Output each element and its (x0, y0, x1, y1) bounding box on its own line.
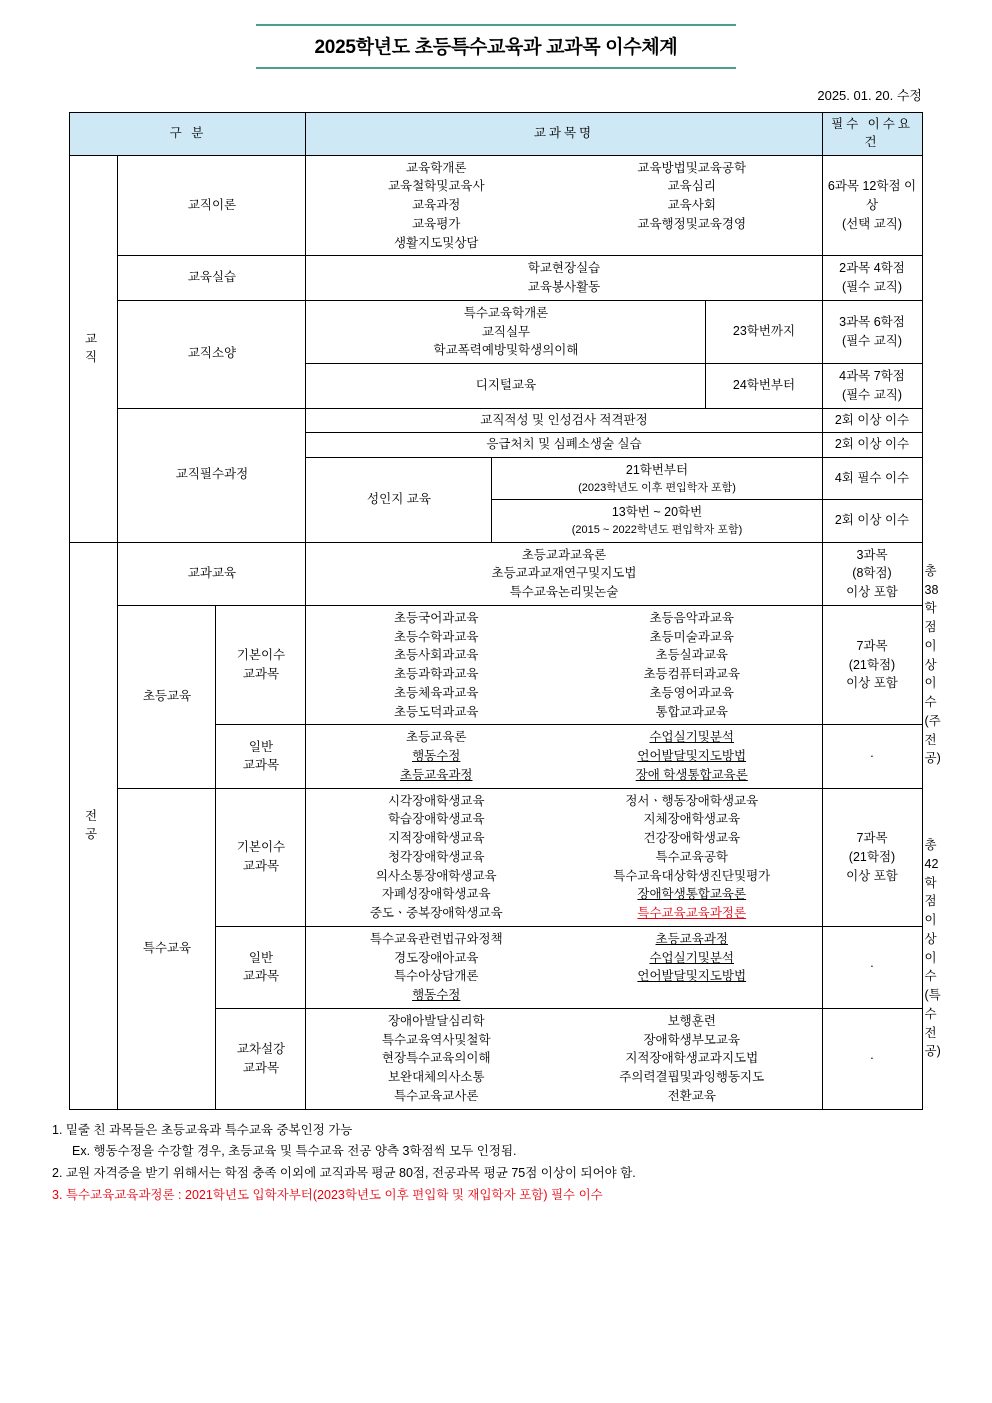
label-line: 교과목 (242, 1060, 280, 1075)
table-header-row (70, 113, 922, 156)
course-item: 특수아상담개론 (393, 969, 479, 984)
required-course-c: 성인지 교육 (306, 458, 492, 543)
literacy-course-digital: 디지털교육 (306, 364, 706, 409)
group-jeongong: 전 공 (70, 542, 118, 1109)
course-item: 교육학개론 (406, 160, 467, 175)
course-item: 초등음악과교육 (649, 610, 735, 625)
special-general-label (216, 926, 306, 1008)
requirement-line: 7과목 (856, 638, 888, 653)
course-item: 초등체육과교육 (393, 685, 479, 700)
course-item: 초등컴퓨터과교육 (643, 667, 741, 681)
course-item: 청각장애학생교육 (387, 849, 485, 864)
course-item: 보완대체의사소통 (387, 1070, 485, 1084)
course-item: 교육방법및교육공학 (637, 160, 747, 175)
footnote-3: 3. 특수교육교육과정론 : 2021학년도 입학자부터(2023학년도 이후 편입학 및 재입학자 포함) 필수 이수 (52, 1188, 603, 1203)
table-row (70, 408, 922, 433)
course-item: 교육행정및교육경영 (637, 216, 747, 231)
course-item: 초등도덕과교육 (393, 704, 479, 719)
label-line: 기본이수 (236, 840, 286, 855)
course-item: 보행훈련 (667, 1013, 716, 1028)
row-label-required-course: 교직필수과정 (118, 408, 306, 542)
course-item: 특수교육관련법규와정책 (369, 931, 503, 946)
course-item: 초등교육론 (406, 730, 467, 745)
course-item: 언어발달및지도방법 (637, 749, 747, 763)
course-item: 특수교육학개론 (463, 305, 549, 320)
course-item: 교육과정 (412, 198, 461, 212)
course-item: 초등국어과교육 (393, 610, 479, 625)
revision-date: 2025. 01. 20. 수정 (817, 88, 922, 103)
condition-line: (2023학년도 이후 편입학자 포함) (578, 481, 736, 494)
curriculum-table (69, 112, 941, 1110)
label-line: 일반 (248, 739, 274, 754)
course-item: 교육철학및교육사 (387, 179, 485, 194)
course-item: 초등교과교육론 (521, 547, 607, 562)
header-course-name: 교과목명 (306, 113, 822, 156)
elementary-general-label (216, 725, 306, 788)
course-item: 초등사회과교육 (393, 648, 479, 663)
requirement-line: 7과목 (856, 831, 888, 845)
course-item: 특수교육공학 (655, 849, 728, 864)
course-item: 정서ㆍ행동장애학생교육 (625, 793, 759, 808)
theory-courses (306, 155, 822, 256)
label-line: 교차설강 (236, 1041, 286, 1056)
condition-line: 13학번 ~ 20학번 (611, 505, 703, 520)
course-item: 초등영어과교육 (649, 685, 735, 700)
special-basic-requirement (822, 788, 922, 926)
required-course-a-requirement: 2회 이상 이수 (822, 408, 922, 433)
subject-edu-requirement (822, 542, 922, 605)
course-item: 건강장애학생교육 (643, 831, 741, 845)
course-item: 자폐성장애학생교육 (381, 887, 491, 902)
course-item: 지적장애학생교육 (387, 831, 485, 845)
table-row (70, 256, 922, 301)
condition-line: (2015 ~ 2022학년도 편입학자 포함) (571, 524, 743, 536)
course-item: 교육사회 (667, 198, 716, 212)
course-item: 초등교육과정 (400, 767, 473, 782)
group-gyojik: 교 직 (70, 155, 118, 542)
course-item: 특수교육역사및철학 (381, 1032, 491, 1047)
literacy-condition-1: 23학번까지 (706, 300, 822, 363)
course-item: 특수교육대상학생진단및평가 (613, 868, 771, 883)
requirement-line: (필수 교직) (841, 387, 903, 402)
course-item: 지적장애학생교과지도법 (625, 1051, 759, 1066)
course-item: 초등과학과교육 (393, 667, 479, 681)
requirement-line: (필수 교직) (841, 333, 903, 348)
requirement-line: 이상 포함 (846, 868, 898, 883)
course-item: 교육평가 (412, 216, 461, 231)
course-item: 초등미술과교육 (649, 629, 735, 644)
requirement-line: 이상 포함 (846, 585, 898, 599)
practicum-requirement (822, 256, 922, 301)
theory-requirement (822, 155, 922, 256)
literacy-requirement-2 (822, 364, 922, 409)
elementary-basic-label (216, 605, 306, 725)
required-course-a: 교직적성 및 인성검사 적격판정 (306, 408, 822, 433)
course-item: 장애학생부모교육 (643, 1032, 741, 1047)
course-item: 장애 학생통합교육론 (635, 767, 748, 782)
table-row (70, 300, 922, 363)
header-requirement: 필수 이수요건 (822, 113, 922, 156)
special-general-requirement: · (822, 926, 922, 1008)
elementary-basic-requirement (822, 605, 922, 725)
course-item: 시각장애학생교육 (387, 793, 485, 808)
table-row: 특수교육 기본이수 교과목 시각장애학생교육 학습장애학생교육 지적장애학생교육 청각장애학생교육 의사소통장애학생교육 자폐성장애학생교육 중도ㆍ중복장애학생교육 정서ㆍ행동장애학생교육 지체장애학생교육 건강장애학생교육 특수교육공학 특수교육대상학생진단및평가 장애학생통합교육론 특수교육교육과정론 7과목 (21학점) 이상 포함 총 42학점 이상 이수 (특수전공) (70, 788, 922, 926)
footnote-1: 1. 밑줄 친 과목들은 초등교육과 특수교육 중복인정 가능 (52, 1122, 353, 1137)
row-label-subject-edu: 교과교육 (118, 542, 306, 605)
title-block (256, 24, 736, 69)
requirement-line: 3과목 6학점 (839, 315, 905, 330)
subject-edu-courses (306, 542, 822, 605)
course-item: 초등교육과정 (655, 931, 728, 946)
label-line: 교과목 (242, 859, 280, 874)
requirement-line: (21학점) (848, 657, 896, 672)
footnotes (40, 1120, 952, 1208)
course-item: 전환교육 (667, 1088, 716, 1103)
course-item: 학교현장실습 (527, 261, 601, 276)
row-label-theory: 교직이론 (118, 155, 306, 256)
special-basic-label (216, 788, 306, 926)
course-item: 교육심리 (667, 179, 716, 194)
elementary-general-courses (306, 725, 822, 788)
required-course-c-requirement-1: 4회 필수 이수 (822, 458, 922, 500)
requirement-line: (21학점) (848, 849, 896, 864)
row-label-literacy: 교직소양 (118, 300, 306, 408)
course-item: 교육봉사활동 (527, 280, 601, 294)
row-label-elementary: 초등교육 (118, 605, 216, 788)
table-row (70, 155, 922, 256)
course-item: 현장특수교육의이해 (381, 1051, 491, 1066)
course-item: 주의력결핍및과잉행동지도 (619, 1070, 765, 1084)
requirement-line: 3과목 (856, 547, 888, 562)
course-item: 초등교과교재연구및지도법 (491, 566, 637, 581)
course-item: 학습장애학생교육 (387, 812, 485, 827)
course-item: 장애학생통합교육론 (637, 887, 747, 902)
table-row (70, 605, 922, 725)
elementary-basic-courses (306, 605, 822, 725)
elementary-general-requirement: · (822, 725, 922, 788)
course-item: 수업실기및분석 (649, 950, 735, 965)
row-label-practicum: 교육실습 (118, 256, 306, 301)
special-cross-requirement: · (822, 1008, 922, 1109)
course-item: 교직실무 (481, 324, 531, 339)
requirement-line: 4과목 7학점 (839, 369, 905, 383)
label-line: 교과목 (242, 969, 280, 984)
course-item: 행동수정 (412, 988, 461, 1002)
requirement-line: (8학점) (852, 566, 892, 581)
course-item: 장애아발달심리학 (387, 1013, 485, 1028)
course-item-highlighted: 특수교육교육과정론 (637, 906, 747, 920)
label-line: 교과목 (242, 758, 280, 773)
required-course-b-requirement: 2회 이상 이수 (822, 433, 922, 458)
requirement-line: 2과목 4학점 (839, 261, 905, 276)
practicum-courses (306, 256, 822, 301)
page-title: 2025학년도 초등특수교육과 교과목 이수체계 (314, 37, 678, 58)
required-course-b: 응급처치 및 심폐소생술 실습 (306, 433, 822, 458)
course-item: 생활지도및상담 (393, 235, 479, 250)
row-label-special: 특수교육 (118, 788, 216, 1109)
course-item: 학교폭력예방및학생의이해 (433, 343, 579, 358)
literacy-condition-2: 24학번부터 (706, 364, 822, 409)
footnote-2: 2. 교원 자격증을 받기 위해서는 학점 충족 이외에 교직과목 평균 80점, 전공과목 평균 75점 이상이 되어야 함. (52, 1166, 636, 1181)
special-general-courses (306, 926, 822, 1008)
requirement-line: 6과목 12학점 이상 (827, 179, 917, 212)
course-item: 행동수정 (412, 749, 461, 763)
required-course-c-condition-1 (492, 458, 822, 500)
label-line: 일반 (248, 950, 274, 965)
special-cross-courses (306, 1008, 822, 1109)
literacy-requirement-1 (822, 300, 922, 363)
course-item: 의사소통장애학생교육 (375, 868, 497, 883)
course-item: 언어발달및지도방법 (637, 969, 747, 984)
required-course-c-requirement-2: 2회 이상 이수 (822, 500, 922, 542)
course-item: 중도ㆍ중복장애학생교육 (369, 906, 503, 920)
course-item: 경도장애아교육 (393, 950, 479, 965)
requirement-line: 이상 포함 (846, 676, 898, 691)
course-item: 통합교과교육 (655, 704, 728, 719)
course-item: 초등실과교육 (655, 648, 728, 663)
special-basic-courses (306, 788, 822, 926)
course-item: 지체장애학생교육 (643, 812, 741, 827)
course-item: 수업실기및분석 (649, 730, 735, 745)
requirement-line: (선택 교직) (841, 216, 903, 231)
label-line: 기본이수 (236, 648, 286, 663)
condition-line: 21학번부터 (625, 463, 689, 477)
literacy-courses (306, 300, 706, 363)
footnote-1-example: Ex. 행동수정을 수강할 경우, 초등교육 및 특수교육 전공 양측 3학점씩 모두 인정됨. (72, 1144, 517, 1159)
label-line: 교과목 (242, 667, 280, 681)
required-course-c-condition-2 (492, 500, 822, 542)
course-item: 특수교육논리및논술 (509, 585, 619, 599)
requirement-line: (필수 교직) (841, 280, 903, 294)
table-row: 전 공 교과교육 초등교과교육론 초등교과교재연구및지도법 특수교육논리및논술 3과목 (8학점) 이상 포함 총 38학점 이상 이수 (주전공) (70, 542, 922, 605)
course-item: 초등수학과교육 (393, 629, 479, 644)
special-cross-label (216, 1008, 306, 1109)
header-division: 구 분 (70, 113, 306, 156)
course-item: 특수교육교사론 (393, 1088, 479, 1103)
